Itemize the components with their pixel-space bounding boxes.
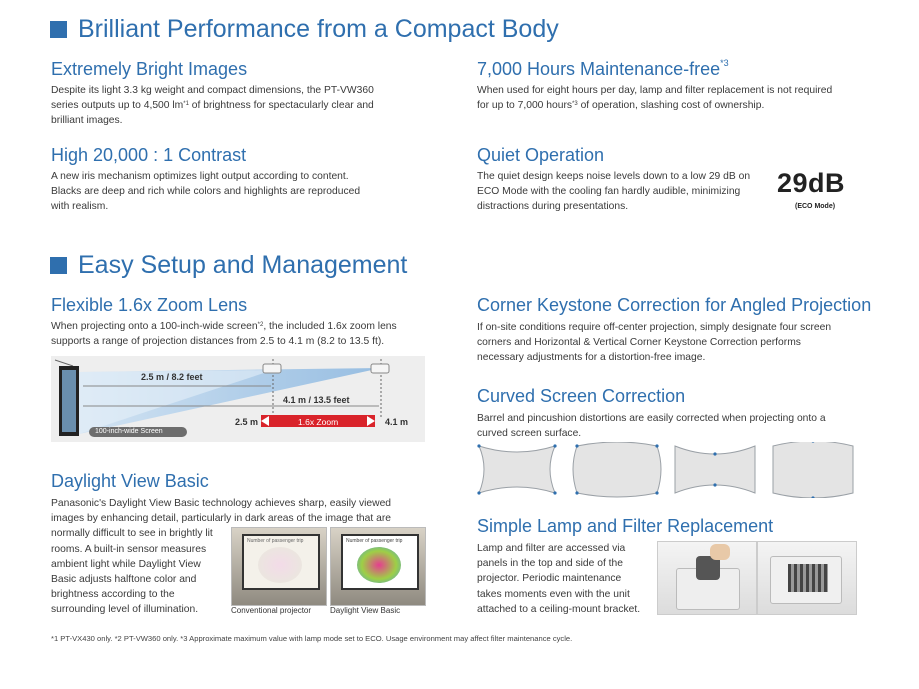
screen-top-edge [55, 360, 73, 366]
conventional-screen: Number of passenger trip [242, 534, 320, 590]
projector-icon-far [371, 364, 389, 373]
long-distance-label: 4.1 m / 13.5 feet [283, 395, 350, 405]
body-lamp: Lamp and filter are accessed via panels in the top and side of the projector. Periodic maintenance takes moments even with the unit attached to a ceiling-mount bracket. [477, 543, 641, 615]
daylight-view-image [330, 527, 426, 606]
caption-daylight: Daylight View Basic [330, 606, 401, 615]
daylight-screen: Number of passenger trip [341, 534, 419, 590]
subtitle-lamp: Simple Lamp and Filter Replacement [477, 516, 774, 536]
section-title-setup: Easy Setup and Management [50, 251, 407, 280]
footnote: *1 PT-VX430 only. *2 PT-VW360 only. *3 Approximate maximum value with lamp mode set to ECO. Usage environment may affect filter maintenance cycle. [51, 634, 573, 643]
zoom-diagram [51, 356, 425, 442]
hand [710, 544, 730, 560]
zoom-label: 1.6x Zoom [298, 417, 339, 427]
subtitle-curved: Curved Screen Correction [477, 386, 686, 406]
square-bullet-icon [50, 21, 67, 38]
faded-chart-blob [258, 547, 302, 583]
db-value: 29dB [777, 168, 846, 198]
min-distance-label: 2.5 m [235, 417, 259, 427]
subtitle-bright: Extremely Bright Images [51, 59, 248, 79]
conventional-projector-image [231, 527, 327, 606]
subtitle-daylight: Daylight View Basic [51, 471, 209, 491]
body-curved: Barrel and pincushion distortions are easily corrected when projecting onto a curved screen surface. [477, 413, 826, 440]
body-maintenance: When used for eight hours per day, lamp and filter replacement is not required for up to 7,000 hours$^{*3}$ of operation, slashing cost of ownership. [477, 85, 833, 112]
subtitle-maintenance: 7,000 Hours Maintenance-free$^{*3}$ [477, 58, 729, 79]
projector-icon-near [263, 364, 281, 373]
db-note: (ECO Mode) [795, 203, 836, 210]
subtitle-zoom: Flexible 1.6x Zoom Lens [51, 295, 248, 315]
subtitle-quiet: Quiet Operation [477, 145, 605, 165]
vivid-chart-blob [357, 547, 401, 583]
pincushion-shape [479, 446, 555, 493]
curved-correction-diagrams [477, 442, 857, 498]
lamp-replacement-photo [657, 541, 757, 615]
body-keystone: If on-site conditions require off-center projection, simply designate four screen corners and Horizontal & Vertical Corner Keystone Correction performs necessary adjustments for a distortion-free image. [477, 322, 832, 364]
subtitle-contrast: High 20,000 : 1 Contrast [51, 145, 247, 165]
max-distance-label: 4.1 m [385, 417, 409, 427]
screen-image [62, 370, 76, 432]
square-bullet-icon [50, 257, 67, 274]
filter-unit [788, 564, 828, 592]
subtitle-keystone: Corner Keystone Correction for Angled Projection [477, 295, 872, 315]
body-zoom: When projecting onto a 100-inch-wide screen$^{*2}$, the included 1.6x zoom lens supports a range of projection distances from 2.5 to 4.1 m (8.2 to 13.5 ft). [51, 321, 397, 348]
body-quiet: The quiet design keeps noise levels down to a low 29 dB on ECO Mode with the cooling fan hardly audible, minimizing distractions during presentations. [477, 171, 751, 213]
body-daylight: Panasonic's Daylight View Basic technology achieves sharp, easily viewed images by enhancing detail, particularly in dark areas of the image that are normally difficult to see in brightly lit rooms. A built-in sensor measures ambient light while Daylight View Basic adjusts halftone color and brightness according to the surrounding level of illumination. [51, 498, 392, 616]
screen-label: 100-inch-wide Screen [95, 428, 163, 435]
filter-replacement-photo [757, 541, 857, 615]
body-bright: Despite its light 3.3 kg weight and compact dimensions, the PT-VW360 series outputs up to 4,500 $lm^{*1}$ of brightness for spectacularly clear and brilliant images. [51, 85, 374, 127]
barrel-shape [573, 442, 661, 497]
caption-conventional: Conventional projector [231, 606, 312, 615]
section-title-performance: Brilliant Performance from a Compact Body [50, 15, 559, 44]
horizontal-curve-shape [773, 442, 853, 498]
body-contrast: A new iris mechanism optimizes light output according to content. Blacks are deep and rich while colors and highlights are reproduced with realism. [51, 171, 361, 213]
short-distance-label: 2.5 m / 8.2 feet [141, 372, 203, 382]
